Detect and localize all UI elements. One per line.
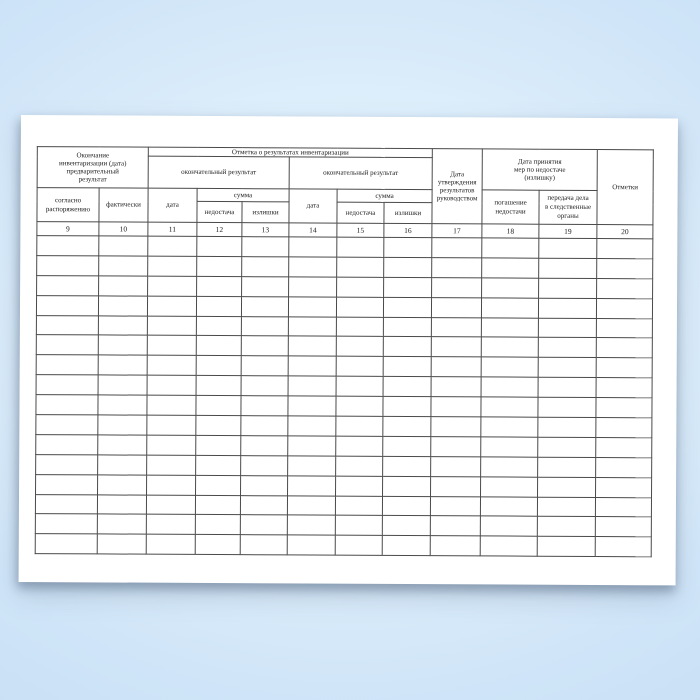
header-cell-shortage-2: недостача [337, 202, 384, 223]
empty-cell [537, 537, 595, 557]
empty-cell [596, 398, 652, 418]
empty-cell [288, 316, 336, 336]
empty-cell [195, 495, 240, 515]
empty-cell [539, 278, 597, 298]
empty-cell [432, 277, 482, 297]
empty-cell [288, 436, 336, 456]
empty-cell [383, 297, 431, 317]
empty-cell [481, 317, 538, 337]
empty-cell [596, 418, 652, 438]
table-row [35, 534, 651, 557]
empty-cell [288, 456, 336, 476]
column-number-12: 12 [197, 222, 242, 236]
empty-cell [242, 257, 289, 277]
empty-cell [241, 455, 288, 475]
column-number-13: 13 [242, 223, 289, 237]
empty-cell [36, 295, 98, 315]
column-number-15: 15 [337, 223, 384, 237]
empty-cell [481, 417, 538, 437]
paper-sheet [19, 115, 678, 585]
empty-cell [36, 395, 98, 415]
empty-cell [482, 258, 539, 278]
empty-cell [288, 356, 336, 376]
header-cell-sum-2: сумма [337, 189, 432, 202]
header-cell-approval-date: Дата утверждения результатов руководством [432, 149, 482, 224]
header-cell-final-result-1: окончательный результат [148, 156, 289, 189]
empty-cell [481, 397, 538, 417]
column-number-11: 11 [148, 222, 197, 236]
empty-cell [538, 338, 596, 358]
empty-cell [196, 396, 241, 416]
empty-cell [596, 477, 652, 497]
empty-cell [241, 416, 288, 436]
empty-cell [98, 395, 147, 415]
empty-cell [596, 457, 652, 477]
empty-cell [197, 276, 242, 296]
empty-cell [336, 476, 383, 496]
empty-cell [147, 415, 196, 435]
empty-cell [98, 335, 147, 355]
empty-cell [35, 494, 97, 514]
empty-cell [431, 437, 481, 457]
empty-cell [287, 495, 335, 515]
empty-cell [98, 375, 147, 395]
empty-cell [147, 316, 196, 336]
empty-cell [336, 297, 383, 317]
empty-cell [430, 536, 480, 556]
empty-cell [336, 396, 383, 416]
empty-cell [384, 277, 432, 297]
empty-cell [36, 434, 98, 454]
empty-cell [147, 395, 196, 415]
empty-cell [241, 436, 288, 456]
empty-cell [148, 236, 197, 256]
empty-cell [196, 336, 241, 356]
empty-cell [241, 296, 288, 316]
empty-cell [335, 496, 382, 516]
column-number-10: 10 [99, 222, 148, 236]
empty-cell [240, 535, 287, 555]
empty-cell [538, 397, 596, 417]
column-number-14: 14 [289, 223, 337, 237]
empty-cell [146, 515, 195, 535]
empty-cell [538, 437, 596, 457]
header-cell-date-1: дата [148, 188, 197, 222]
empty-cell [432, 238, 482, 258]
empty-cell [97, 514, 146, 534]
empty-cell [384, 237, 432, 257]
empty-cell [147, 475, 196, 495]
empty-cell [431, 297, 481, 317]
empty-cell [382, 496, 430, 516]
empty-cell [196, 316, 241, 336]
empty-cell [430, 496, 480, 516]
empty-cell [289, 277, 337, 297]
empty-cell [431, 476, 481, 496]
empty-cell [481, 377, 538, 397]
empty-cell [430, 516, 480, 536]
column-number-17: 17 [432, 224, 482, 238]
empty-cell [147, 435, 196, 455]
empty-cell [383, 377, 431, 397]
empty-cell [337, 277, 384, 297]
empty-cell [336, 456, 383, 476]
empty-cell [98, 296, 147, 316]
empty-cell [481, 437, 538, 457]
header-cell-date-2: дата [289, 189, 337, 223]
empty-cell [537, 497, 595, 517]
empty-cell [383, 476, 431, 496]
empty-cell [288, 396, 336, 416]
empty-cell [196, 455, 241, 475]
empty-cell [383, 317, 431, 337]
empty-cell [596, 378, 652, 398]
empty-cell [538, 377, 596, 397]
empty-cell [287, 515, 335, 535]
empty-cell [288, 376, 336, 396]
empty-cell [241, 336, 288, 356]
empty-cell [538, 298, 596, 318]
empty-cell [289, 257, 337, 277]
empty-cell [383, 416, 431, 436]
column-number-9: 9 [37, 222, 99, 236]
header-cell-completion-group: Окончание инвентаризации (дата) предварительный результат [37, 147, 148, 189]
empty-cell [146, 495, 195, 515]
empty-cell [596, 298, 652, 318]
column-number-16: 16 [384, 223, 432, 237]
empty-cell [36, 375, 98, 395]
empty-cell [596, 437, 652, 457]
empty-cell [383, 456, 431, 476]
empty-cell [288, 297, 336, 317]
empty-cell [36, 454, 98, 474]
empty-cell [241, 376, 288, 396]
empty-cell [37, 275, 99, 295]
empty-cell [241, 475, 288, 495]
empty-cell [99, 236, 148, 256]
empty-cell [241, 356, 288, 376]
empty-cell [337, 257, 384, 277]
empty-cell [98, 315, 147, 335]
empty-cell [98, 455, 147, 475]
column-number-19: 19 [539, 224, 597, 238]
empty-cell [36, 335, 98, 355]
empty-cell [242, 237, 289, 257]
empty-cell [431, 357, 481, 377]
empty-cell [382, 516, 430, 536]
header-cell-results-note-group: Отметка о результатах инвентаризации [148, 147, 432, 157]
empty-cell [596, 318, 652, 338]
empty-cell [481, 477, 538, 497]
empty-cell [36, 474, 98, 494]
empty-cell [383, 397, 431, 417]
empty-cell [35, 534, 97, 554]
empty-cell [147, 375, 196, 395]
empty-cell [596, 338, 652, 358]
header-cell-shortage-repayment: погашение недостачи [482, 190, 539, 224]
empty-cell [98, 475, 147, 495]
empty-cell [481, 337, 538, 357]
column-number-18: 18 [482, 224, 539, 238]
empty-cell [597, 278, 653, 298]
empty-cell [148, 256, 197, 276]
header-cell-actual: фактически [99, 188, 148, 222]
empty-cell [482, 238, 539, 258]
empty-cell [482, 278, 539, 298]
empty-cell [431, 397, 481, 417]
empty-cell [538, 417, 596, 437]
empty-cell [197, 236, 242, 256]
empty-cell [481, 457, 538, 477]
empty-cell [539, 258, 597, 278]
inventory-results-table [35, 146, 654, 557]
empty-cell [431, 317, 481, 337]
empty-cell [99, 276, 148, 296]
empty-cell [147, 336, 196, 356]
header-cell-surplus-2: излишки [384, 202, 432, 223]
header-cell-sum-1: сумма [197, 188, 289, 201]
empty-cell [37, 236, 99, 256]
empty-cell [595, 537, 651, 557]
empty-cell [432, 258, 482, 278]
empty-cell [336, 337, 383, 357]
table-body [35, 147, 653, 557]
empty-cell [240, 515, 287, 535]
header-cell-case-transfer: передача дела в следственные органы [539, 190, 597, 224]
empty-cell [36, 315, 98, 335]
empty-cell [336, 436, 383, 456]
empty-cell [595, 517, 651, 537]
empty-cell [336, 317, 383, 337]
empty-cell [98, 355, 147, 375]
empty-cell [35, 514, 97, 534]
empty-cell [335, 516, 382, 536]
empty-cell [431, 377, 481, 397]
empty-cell [147, 455, 196, 475]
empty-cell [36, 355, 98, 375]
header-cell-shortage-1: недостача [197, 201, 242, 222]
empty-cell [288, 476, 336, 496]
empty-cell [537, 517, 595, 537]
empty-cell [240, 495, 287, 515]
column-number-20: 20 [597, 225, 653, 239]
empty-cell [596, 358, 652, 378]
empty-cell [336, 356, 383, 376]
header-cell-according-to-order: согласно распоряжению [37, 188, 99, 222]
empty-cell [382, 536, 430, 556]
empty-cell [384, 257, 432, 277]
empty-cell [337, 237, 384, 257]
empty-cell [242, 276, 289, 296]
empty-cell [335, 536, 382, 556]
empty-cell [147, 356, 196, 376]
empty-cell [538, 318, 596, 338]
empty-cell [98, 415, 147, 435]
empty-cell [480, 536, 537, 556]
empty-cell [99, 256, 148, 276]
empty-cell [37, 255, 99, 275]
empty-cell [288, 336, 336, 356]
empty-cell [36, 415, 98, 435]
empty-cell [480, 496, 537, 516]
empty-cell [539, 238, 597, 258]
empty-cell [431, 456, 481, 476]
empty-cell [196, 376, 241, 396]
empty-cell [195, 515, 240, 535]
empty-cell [195, 535, 240, 555]
empty-cell [148, 276, 197, 296]
empty-cell [383, 337, 431, 357]
empty-cell [597, 239, 653, 259]
empty-cell [196, 415, 241, 435]
empty-cell [287, 535, 335, 555]
empty-cell [147, 296, 196, 316]
empty-cell [481, 357, 538, 377]
empty-cell [336, 376, 383, 396]
empty-cell [480, 516, 537, 536]
empty-cell [481, 298, 538, 318]
empty-cell [97, 494, 146, 514]
empty-cell [97, 534, 146, 554]
empty-cell [196, 435, 241, 455]
empty-cell [288, 416, 336, 436]
empty-cell [597, 258, 653, 278]
empty-cell [241, 316, 288, 336]
empty-cell [336, 416, 383, 436]
empty-cell [538, 477, 596, 497]
empty-cell [538, 358, 596, 378]
empty-cell [431, 337, 481, 357]
header-cell-surplus-1: излишки [242, 202, 289, 223]
empty-cell [196, 296, 241, 316]
empty-cell [98, 435, 147, 455]
empty-cell [196, 475, 241, 495]
empty-cell [196, 356, 241, 376]
empty-cell [197, 256, 242, 276]
header-cell-final-result-2: окончательный результат [289, 157, 432, 190]
header-cell-notes: Отметки [597, 150, 653, 225]
empty-cell [146, 535, 195, 555]
header-cell-measures-group: Дата принятия мер по недостаче (излишку) [482, 149, 597, 191]
empty-cell [595, 497, 651, 517]
empty-cell [538, 457, 596, 477]
empty-cell [383, 357, 431, 377]
empty-cell [431, 417, 481, 437]
empty-cell [289, 237, 337, 257]
empty-cell [241, 396, 288, 416]
empty-cell [383, 436, 431, 456]
